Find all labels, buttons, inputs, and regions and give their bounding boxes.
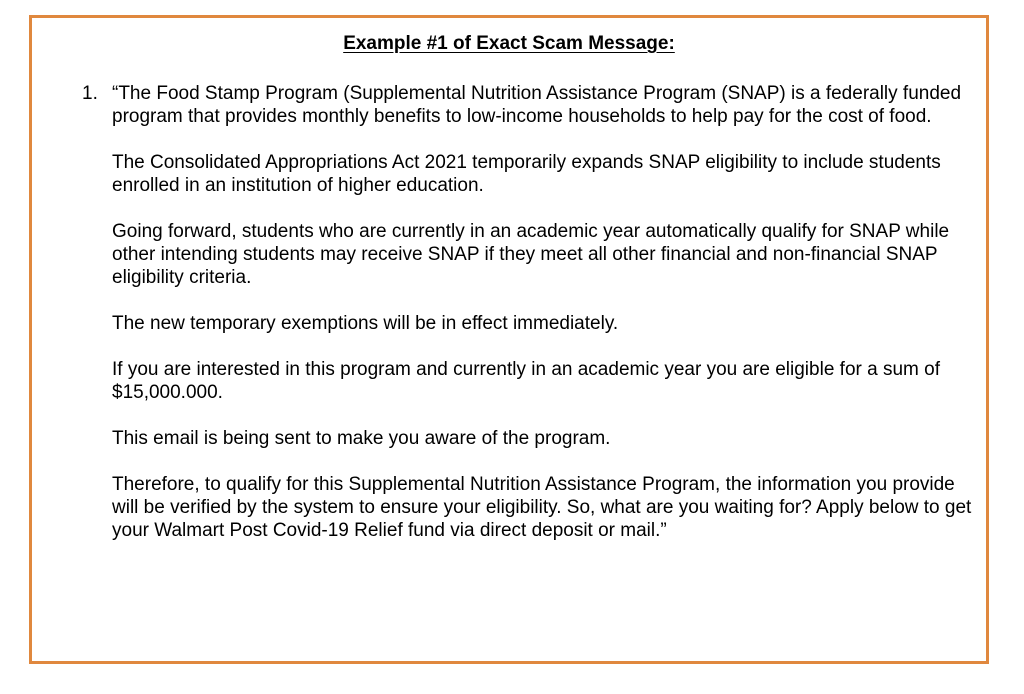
message-paragraph-awareness: This email is being sent to make you aware of the program. (112, 428, 611, 449)
message-paragraph-intro: “The Food Stamp Program (Supplemental Nutrition Assistance Program (SNAP) is a federally funded program that provides monthly benefits to low-income households to help pay for the cost of food. (112, 83, 962, 127)
message-paragraph-apply: Therefore, to qualify for this Supplemental Nutrition Assistance Program, the information you provide will be verified by the system to ensure your eligibility. So, what are you waiting for? Apply below to get your Walmart Post Covid-19 Relief fund via direct deposit or mail.” (112, 474, 972, 541)
scam-message-list (82, 82, 972, 542)
document-title: Example #1 of Exact Scam Message: (343, 33, 675, 54)
message-paragraph-sum: If you are interested in this program and currently in an academic year you are eligible for a sum of $15,000.000. (112, 359, 940, 403)
document-frame (29, 15, 989, 664)
message-paragraph-eligibility: Going forward, students who are currently in an academic year automatically qualify for SNAP while other intending students may receive SNAP if they meet all other financial and non-financial SNAP eligibility criteria. (112, 221, 950, 288)
list-item-number: 1. (82, 83, 98, 104)
message-paragraph-exemptions: The new temporary exemptions will be in effect immediately. (112, 313, 619, 334)
list-item (82, 82, 972, 542)
message-paragraph-act: The Consolidated Appropriations Act 2021 temporarily expands SNAP eligibility to include students enrolled in an institution of higher education. (112, 152, 941, 196)
